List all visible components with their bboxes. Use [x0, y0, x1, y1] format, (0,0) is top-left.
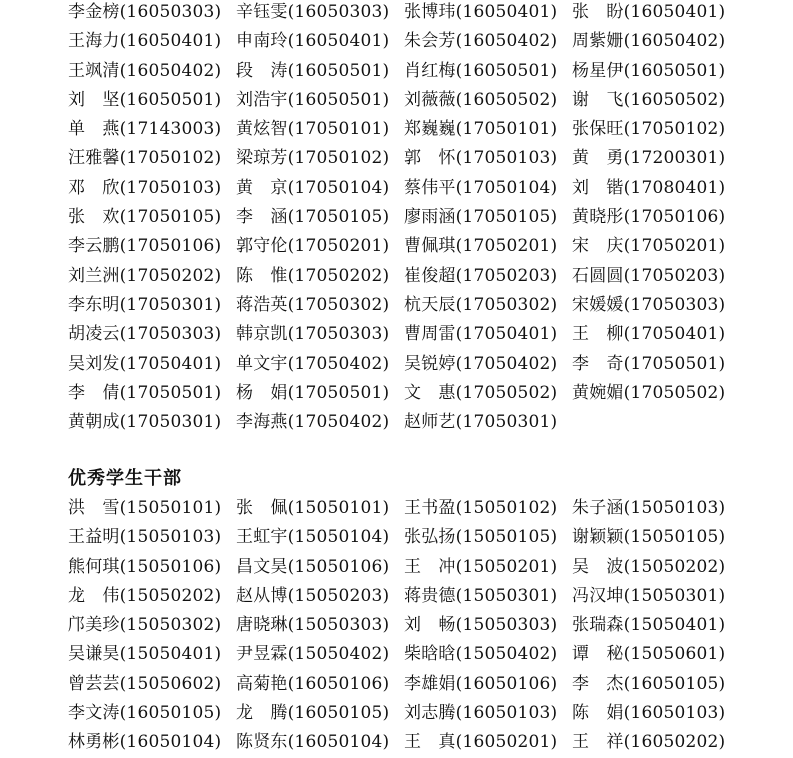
table-row [68, 582, 768, 611]
list-item: 张瑞森(15050401) [572, 615, 726, 636]
student-cadre-list [68, 494, 768, 758]
list-item: 王 祥(16050202) [572, 732, 726, 753]
list-item: 段 涛(16050501) [236, 60, 390, 81]
list-item: 王海力(16050401) [68, 31, 222, 52]
table-row [68, 115, 768, 144]
list-item: 辛钰雯(16050303) [236, 2, 390, 22]
list-item: 陈 惟(17050202) [236, 265, 390, 286]
list-item: 张弘扬(15050105) [404, 527, 558, 548]
list-item: 胡凌云(17050303) [68, 324, 222, 345]
table-row [68, 494, 768, 523]
table-row [68, 144, 768, 173]
list-item: 刘浩宇(16050501) [236, 89, 390, 110]
list-item: 王虹宇(15050104) [236, 527, 390, 548]
list-item: 申南玲(16050401) [236, 31, 390, 52]
list-item: 李海燕(17050402) [236, 412, 390, 433]
list-item: 刘 锴(17080401) [572, 177, 726, 198]
list-item: 张 盼(16050401) [572, 2, 726, 22]
list-item: 洪 雪(15050101) [68, 498, 222, 518]
list-item: 谢颖颖(15050105) [572, 527, 726, 548]
list-item: 杨 娟(17050501) [236, 382, 390, 403]
list-item: 刘兰洲(17050202) [68, 265, 222, 286]
list-item: 曹周雷(17050401) [404, 324, 558, 345]
list-item: 熊何琪(15050106) [68, 556, 222, 577]
list-item: 刘 坚(16050501) [68, 89, 222, 110]
table-row [68, 699, 768, 728]
list-item: 吴 波(15050202) [572, 556, 726, 577]
list-item: 廖雨涵(17050105) [404, 207, 558, 228]
list-item: 刘薇薇(16050502) [404, 89, 558, 110]
list-item: 龙 腾(16050105) [236, 703, 390, 724]
list-item: 李雄娟(16050106) [404, 673, 558, 694]
table-row [68, 262, 768, 291]
list-item: 刘志腾(16050103) [404, 703, 558, 724]
list-item: 李 涵(17050105) [236, 207, 390, 228]
list-item: 杨星伊(16050501) [572, 60, 726, 81]
list-item: 黄炫智(17050101) [236, 119, 390, 140]
table-row [68, 320, 768, 349]
table-row [68, 203, 768, 232]
list-item: 龙 伟(15050202) [68, 585, 222, 606]
list-item: 宋 庆(17050201) [572, 236, 726, 257]
table-row [68, 350, 768, 379]
list-item: 谢 飞(16050502) [572, 89, 726, 110]
list-item: 张博玮(16050401) [404, 2, 558, 22]
table-row [68, 232, 768, 261]
list-item: 蔡伟平(17050104) [404, 177, 558, 198]
list-item: 郑巍巍(17050101) [404, 119, 558, 140]
list-item: 单文宇(17050402) [236, 353, 390, 374]
list-item: 李 杰(16050105) [572, 673, 726, 694]
list-item: 唐晓琳(15050303) [236, 615, 390, 636]
table-row [68, 291, 768, 320]
list-item: 黄朝成(17050301) [68, 412, 222, 433]
list-item: 汪雅馨(17050102) [68, 148, 222, 169]
list-item: 郭 怀(17050103) [404, 148, 558, 169]
list-item: 李云鹏(17050106) [68, 236, 222, 257]
list-item: 韩京凯(17050303) [236, 324, 390, 345]
list-item: 谭 秘(15050601) [572, 644, 726, 665]
table-row [68, 728, 768, 757]
list-item: 王飒清(16050402) [68, 60, 222, 81]
table-row [68, 670, 768, 699]
list-item: 王 冲(15050201) [404, 556, 558, 577]
list-item: 李 奇(17050501) [572, 353, 726, 374]
list-item: 陈贤东(16050104) [236, 732, 390, 753]
list-item: 朱子涵(15050103) [572, 498, 726, 518]
table-row [68, 408, 768, 437]
list-item: 王书盈(15050102) [404, 498, 558, 518]
list-item: 吴刘发(17050401) [68, 353, 222, 374]
list-item: 郭守伦(17050201) [236, 236, 390, 257]
list-item: 梁琼芳(17050102) [236, 148, 390, 169]
list-item: 昌文昊(15050106) [236, 556, 390, 577]
list-item: 黄 勇(17200301) [572, 148, 726, 169]
list-item: 赵师艺(17050301) [404, 412, 558, 433]
honor-student-list [68, 0, 768, 437]
list-item: 周紫姗(16050402) [572, 31, 726, 52]
list-item: 王 柳(17050401) [572, 324, 726, 345]
list-item: 黄 京(17050104) [236, 177, 390, 198]
table-row [68, 174, 768, 203]
list-item: 尹昱霖(15050402) [236, 644, 390, 665]
table-row [68, 553, 768, 582]
list-item: 单 燕(17143003) [68, 119, 222, 140]
list-item: 陈 娟(16050103) [572, 703, 726, 724]
list-item: 刘 畅(15050303) [404, 615, 558, 636]
list-item: 高菊艳(16050106) [236, 673, 390, 694]
list-item: 杭天辰(17050302) [404, 294, 558, 315]
list-item: 石圆圆(17050203) [572, 265, 726, 286]
table-row [68, 640, 768, 669]
list-item: 朱会芳(16050402) [404, 31, 558, 52]
list-item: 张保旺(17050102) [572, 119, 726, 140]
list-item: 宋媛媛(17050303) [572, 294, 726, 315]
list-item: 肖红梅(16050501) [404, 60, 558, 81]
list-item: 李文涛(16050105) [68, 703, 222, 724]
table-row [68, 523, 768, 552]
list-item: 王 真(16050201) [404, 732, 558, 753]
list-item: 柴晗晗(15050402) [404, 644, 558, 665]
section-title: 优秀学生干部 [68, 468, 182, 489]
list-item: 吴谦昊(15050401) [68, 644, 222, 665]
list-item: 李东明(17050301) [68, 294, 222, 315]
list-item: 李 倩(17050501) [68, 382, 222, 403]
list-item: 蒋贵德(15050301) [404, 585, 558, 606]
list-item: 王益明(15050103) [68, 527, 222, 548]
list-item: 张 欢(17050105) [68, 207, 222, 228]
list-item: 崔俊超(17050203) [404, 265, 558, 286]
list-item: 张 佩(15050101) [236, 498, 390, 518]
table-row [68, 86, 768, 115]
list-item: 赵从博(15050203) [236, 585, 390, 606]
table-row [68, 57, 768, 86]
table-row [68, 611, 768, 640]
list-item: 文 惠(17050502) [404, 382, 558, 403]
list-item: 冯汉坤(15050301) [572, 585, 726, 606]
list-item: 蒋浩英(17050302) [236, 294, 390, 315]
list-item: 李金榜(16050303) [68, 2, 222, 22]
table-row [68, 27, 768, 56]
list-item: 吴锐婷(17050402) [404, 353, 558, 374]
list-item: 黄婉媚(17050502) [572, 382, 726, 403]
list-item: 邓 欣(17050103) [68, 177, 222, 198]
list-item: 曾芸芸(15050602) [68, 673, 222, 694]
list-item: 林勇彬(16050104) [68, 732, 222, 753]
table-row [68, 379, 768, 408]
table-row [68, 0, 768, 27]
list-item: 曹佩琪(17050201) [404, 236, 558, 257]
list-item: 黄晓彤(17050106) [572, 207, 726, 228]
list-item: 邝美珍(15050302) [68, 615, 222, 636]
